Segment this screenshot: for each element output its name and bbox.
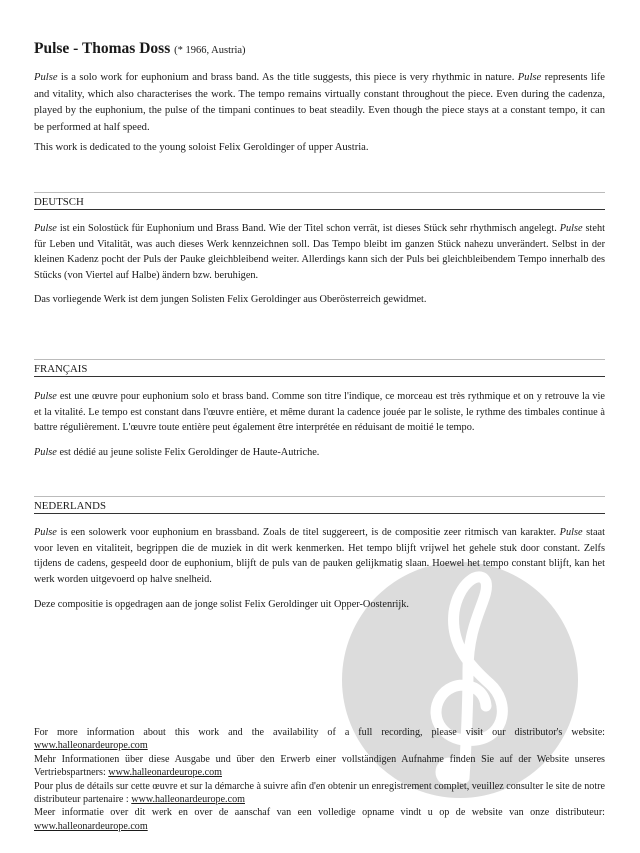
paragraph-text: est une œuvre pour euphonium solo et brass band. Comme son titre l'indique, ce morceau est très rythmique et on y retrouve la vie et la vitalité. Le tempo est constant dans l'œuvre entière, et même durant la cadence jouée par le soliste, le rythme des timbales continue à battre régulièrement. L'œuvre toute entière peut également être interprétée en réduisant de moitié le tempo. — [34, 391, 605, 433]
title-text: Pulse - Thomas Doss — [34, 40, 171, 57]
distributor-link[interactable]: www.halleonardeurope.com — [34, 740, 148, 752]
distributor-link[interactable]: www.halleonardeurope.com — [108, 767, 222, 779]
deutsch-dedication: Das vorliegende Werk ist dem jungen Solisten Felix Geroldinger aus Oberösterreich gewidmet. — [34, 294, 427, 305]
nederlands-dedication: Deze compositie is opgedragen aan de jonge solist Felix Geroldinger uit Opper-Oostenrijk. — [34, 599, 409, 610]
paragraph-text: staat voor leven en vitaliteit, begrippen die de muziek in dit werk kenmerken. Het tempo blijft vrijwel het gehele stuk door constant. Zelfs tijdens de cadens, gespeeld door de euphonium, blijft de puls van de pauken gelijkmatig slaan. Hoewel het tempo constant blijft, kan het werk worden uitgevoerd op halve snelheid. — [34, 527, 605, 585]
footer-text: For more information about this work and the availability of a full recording, please visit our distributor's website: — [34, 727, 605, 738]
paragraph-text: is een solowerk voor euphonium en brassband. Zoals de titel suggereert, is de compositie zeer ritmisch van karakter. — [56, 527, 560, 538]
english-paragraph-1 — [34, 70, 605, 136]
paragraph-text: steht für Leben und Vitalität, was auch dieses Werk kennzeichnen soll. Das Tempo bleibt im ganzen Stück nahezu unverändert. Selbst in der kleinen Kadenz pocht der Puls der Pauke gleichbleibend weiter. Allerdings kann sich der Puls bei gleichbleibendem Tempo innerhalb des Stücks (von Viertel auf Halbe) ändern bzw. beruhigen. — [34, 223, 605, 281]
work-title: Pulse — [559, 223, 583, 234]
footer-nederlands — [34, 806, 605, 833]
work-title: Pulse — [34, 447, 57, 458]
distributor-link[interactable]: www.halleonardeurope.com — [131, 794, 245, 806]
work-title: Pulse — [34, 223, 57, 234]
work-title: Pulse — [559, 527, 583, 538]
work-title: Pulse — [517, 72, 542, 83]
work-title: Pulse — [34, 391, 57, 402]
title-subtitle: (* 1966, Austria) — [174, 45, 246, 56]
section-heading-francais: FRANÇAIS — [34, 363, 605, 377]
paragraph-text: est dédié au jeune soliste Felix Geroldinger de Haute-Autriche. — [56, 447, 320, 458]
footer-text: Pour plus de détails sur cette œuvre et sur la démarche à suivre afin d'en obtenir un enregistrement complet, veuillez consulter le site de notre distributeur partenaire : — [34, 780, 605, 806]
footer-info — [34, 726, 605, 833]
footer-text: Meer informatie over dit werk en over de aanschaf van een volledige opname vindt u op de website van onze distributeur: — [34, 807, 605, 819]
deutsch-paragraph-1 — [34, 221, 605, 283]
section-divider — [34, 192, 605, 193]
paragraph-text: ist ein Solostück für Euphonium und Brass Band. Wie der Titel schon verrät, ist dieses Stück sehr rhythmisch angelegt. — [56, 223, 560, 234]
section-heading-deutsch: DEUTSCH — [34, 196, 605, 210]
distributor-link[interactable]: www.halleonardeurope.com — [34, 820, 148, 832]
footer-english — [34, 726, 605, 753]
paragraph-text: is a solo work for euphonium and brass band. As the title suggests, this piece is very rhythmic in nature. — [57, 72, 518, 83]
work-title: Pulse — [34, 72, 58, 83]
work-title: Pulse — [34, 527, 57, 538]
footer-deutsch — [34, 753, 605, 780]
footer-francais — [34, 780, 605, 807]
paragraph-text: represents life and vitality, which also characterises the work. The tempo remains virtually constant throughout the piece. Even during the cadenza, played by the euphonium, the pulse of the timpani continues to beat steadily. Even though the piece stays at a constant tempo, it can be performed at half speed. — [34, 72, 606, 133]
nederlands-paragraph-1 — [34, 525, 605, 587]
section-heading-nederlands: NEDERLANDS — [34, 500, 605, 514]
english-dedication: This work is dedicated to the young soloist Felix Geroldinger of upper Austria. — [34, 142, 369, 153]
footer-text: Mehr Informationen über diese Ausgabe und über den Erwerb einer vollständigen Aufnahme finden Sie auf der Website unseres Vertriebspartners: — [34, 753, 605, 779]
francais-paragraph-1 — [34, 389, 605, 436]
francais-dedication — [34, 445, 605, 461]
section-divider — [34, 359, 605, 360]
page-title — [34, 40, 246, 58]
section-divider — [34, 496, 605, 497]
